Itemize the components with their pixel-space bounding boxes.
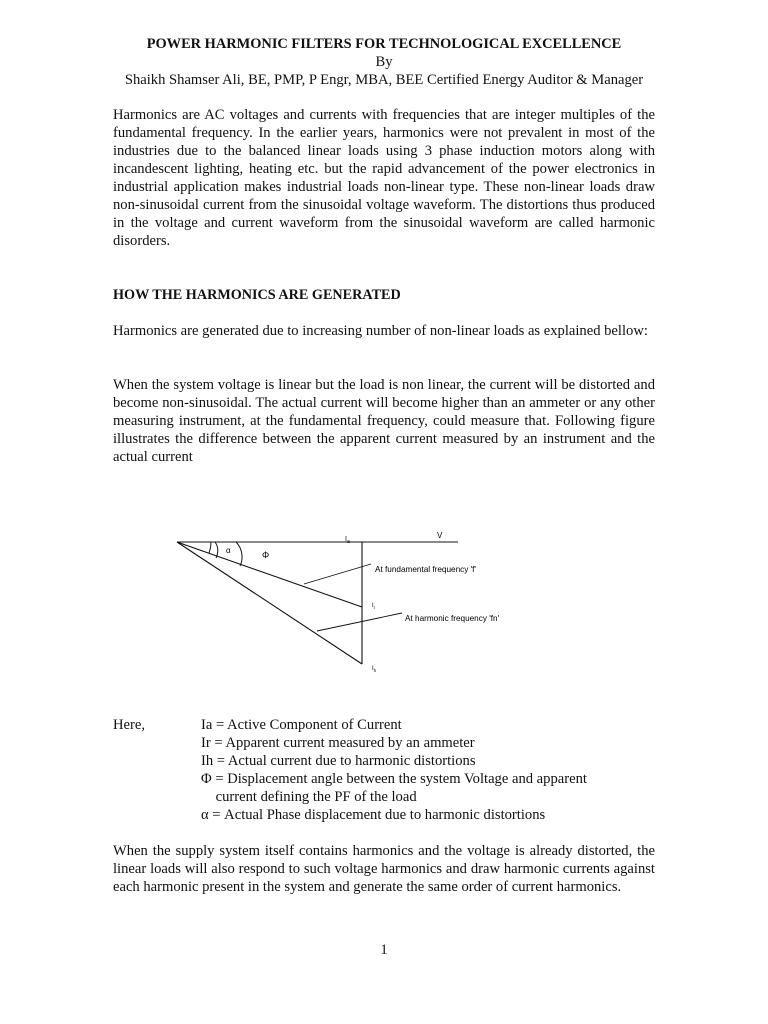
definition-phi: Φ = Displacement angle between the system Voltage and apparent <box>201 771 587 787</box>
apparent-current-line <box>177 542 362 607</box>
section-heading: HOW THE HARMONICS ARE GENERATED <box>113 287 401 303</box>
definition-alpha: α = Actual Phase displacement due to harmonic distortions <box>201 807 546 823</box>
label-v: V <box>437 531 443 540</box>
byline: By <box>375 54 393 70</box>
intro-paragraph: Harmonics are AC voltages and currents with frequencies that are integer multiples of the fundamental frequency. In the earlier years, harmonics were not prevalent in most of the industries due to the balanced linear loads using 3 phase induction motors along with incandescent lighting, heating etc. but the rapid advancement of the power electronics in industrial application makes industrial loads non-linear type. These non-linear loads draw non-sinusoidal current from the sinusoidal voltage waveform. The distortions thus produced in the voltage and current waveform from the sinusoidal waveform are called harmonic disorders. <box>113 107 655 249</box>
document-title: POWER HARMONIC FILTERS FOR TECHNOLOGICAL EXCELLENCE <box>146 36 622 52</box>
supply-harmonics-paragraph: When the supply system itself contains harmonics and the voltage is already distorted, the linear loads will also respond to such voltage harmonics and draw harmonic currents against each harmonic present in the system and generate the same order of current harmonics. <box>113 843 655 895</box>
label-ia: $I_a$ <box>345 536 350 545</box>
linear-load-paragraph: When the system voltage is linear but the load is non linear, the current will be distorted and become non-sinusoidal. The actual current will become higher than an ammeter or any other measuring instrument, at the fundamental frequency, could measure that. Following figure illustrates the difference between the apparent current measured by an instrument and the actual current <box>113 377 655 465</box>
label-alpha: α <box>226 546 231 555</box>
definitions-intro: Here, <box>113 717 146 733</box>
definition-ia: Ia = Active Component of Current <box>201 717 402 733</box>
phasor-diagram <box>0 520 768 690</box>
label-fundamental-frequency: At fundamental frequency 'f' <box>375 565 476 574</box>
label-phi: Φ <box>262 550 270 560</box>
author-line: Shaikh Shamser Ali, BE, PMP, P Engr, MBA, BEE Certified Energy Auditor & Manager <box>124 72 644 88</box>
phi-arc-outer <box>236 542 242 566</box>
actual-current-line <box>177 542 362 664</box>
label-harmonic-frequency: At harmonic frequency 'fn' <box>405 614 500 623</box>
definition-phi-continued: current defining the PF of the load <box>201 789 417 805</box>
label-ir: $I_r$ <box>372 603 376 610</box>
definition-ir: Ir = Apparent current measured by an ammeter <box>201 735 475 751</box>
label-ih: $I_h$ <box>372 666 377 673</box>
page-number: 1 <box>380 942 388 958</box>
harmonic-pointer <box>317 613 402 631</box>
alpha-arc <box>209 542 211 553</box>
definition-ih: Ih = Actual current due to harmonic distortions <box>201 753 476 769</box>
generated-paragraph: Harmonics are generated due to increasing number of non-linear loads as explained bellow: <box>113 323 648 339</box>
fundamental-pointer <box>304 564 371 584</box>
